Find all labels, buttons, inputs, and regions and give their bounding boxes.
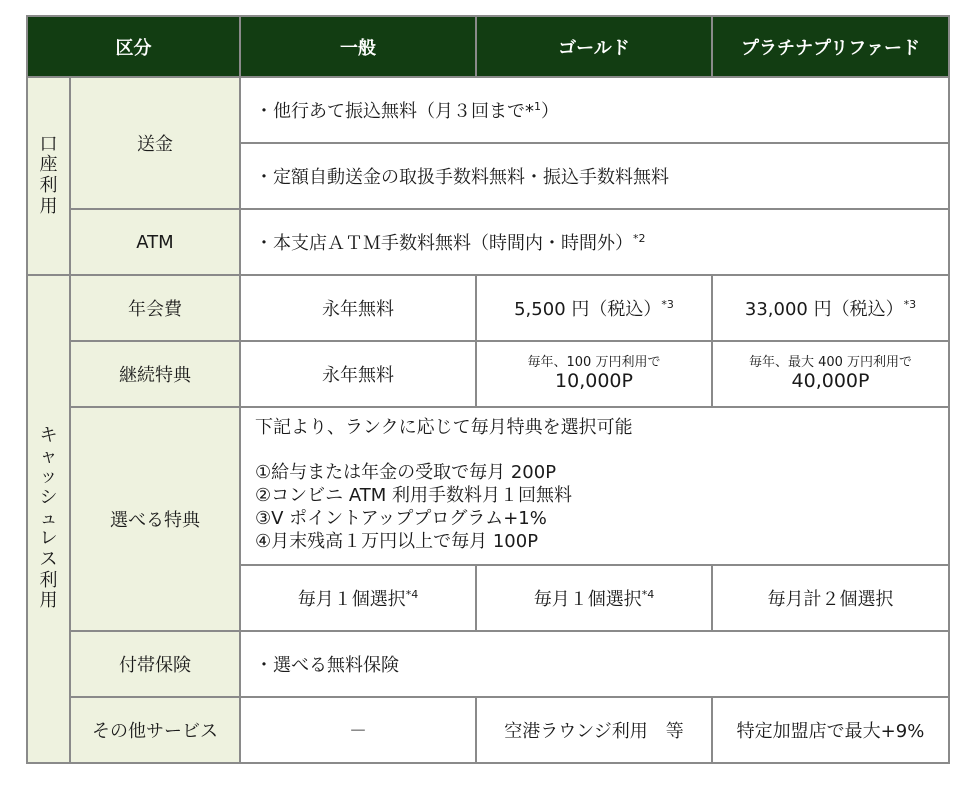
select-benefit-row bbox=[27, 407, 949, 565]
category-cashless-label: キャッシュレス利用 bbox=[39, 424, 58, 612]
continue-platinum bbox=[712, 341, 949, 407]
select-count-gold-sup: *4 bbox=[641, 588, 655, 601]
select-count-platinum: 毎月計２個選択 bbox=[712, 565, 949, 631]
category-cashless bbox=[27, 275, 70, 763]
annual-fee-general bbox=[240, 275, 476, 341]
remit-transfer-close: ） bbox=[541, 101, 559, 122]
select-count-gold-text: 毎月１個選択 bbox=[533, 589, 642, 610]
select-benefit-intro: 下記より、ランクに応じて毎月特典を選択可能 bbox=[255, 417, 633, 438]
header-row bbox=[27, 16, 949, 77]
annual-fee-gold bbox=[476, 275, 712, 341]
annual-fee-row bbox=[27, 275, 949, 341]
continue-label: 継続特典 bbox=[70, 341, 240, 407]
remit-label: 送金 bbox=[70, 77, 240, 209]
continue-general: 永年無料 bbox=[240, 341, 476, 407]
remit-auto-transfer: ・定額自動送金の取扱手数料無料・振込手数料無料 bbox=[240, 143, 949, 209]
remit-row-1 bbox=[27, 77, 949, 143]
atm-sup: *2 bbox=[633, 232, 646, 245]
annual-fee-gold-sup: *3 bbox=[661, 298, 674, 311]
select-count-general bbox=[240, 565, 476, 631]
continue-gold-note: 毎年、100 万円利用で bbox=[527, 354, 661, 370]
remit-transfer-free bbox=[240, 77, 949, 143]
select-benefit-item-4: ④月末残高１万円以上で毎月 100P bbox=[255, 531, 539, 553]
other-service-row bbox=[27, 697, 949, 763]
insurance-label: 付帯保険 bbox=[70, 631, 240, 697]
select-count-gold bbox=[476, 565, 712, 631]
atm-text: ・本支店ＡＴＭ手数料無料（時間内・時間外） bbox=[255, 233, 633, 254]
annual-fee-platinum-sup: *3 bbox=[903, 298, 917, 311]
continue-gold-value: 10,000P bbox=[555, 370, 633, 393]
select-benefit-item-1: ①給与または年金の受取で毎月 200P bbox=[255, 462, 557, 484]
annual-fee-platinum-text: 33,000 円（税込） bbox=[744, 299, 904, 320]
benefits-comparison-table bbox=[26, 15, 950, 764]
select-count-general-sup: *4 bbox=[405, 588, 419, 601]
other-service-label: その他サービス bbox=[70, 697, 240, 763]
atm-row bbox=[27, 209, 949, 275]
select-benefit-list bbox=[240, 407, 949, 565]
continue-row bbox=[27, 341, 949, 407]
remit-transfer-text: ・他行あて振込無料（月３回まで* bbox=[255, 101, 534, 122]
continue-gold bbox=[476, 341, 712, 407]
atm-label: ATM bbox=[70, 209, 240, 275]
atm-fee-free bbox=[240, 209, 949, 275]
annual-fee-label: 年会費 bbox=[70, 275, 240, 341]
select-benefit-item-2: ②コンビニ ATM 利用手数料月１回無料 bbox=[255, 485, 573, 507]
insurance-row bbox=[27, 631, 949, 697]
remit-transfer-sup: 1 bbox=[534, 100, 541, 113]
category-account bbox=[27, 77, 70, 275]
continue-platinum-value: 40,000P bbox=[791, 370, 870, 393]
other-service-general: － bbox=[240, 697, 476, 763]
select-benefit-item-3: ③V ポイントアッププログラム+1% bbox=[255, 508, 547, 530]
select-benefit-label: 選べる特典 bbox=[70, 407, 240, 631]
other-service-gold: 空港ラウンジ利用 等 bbox=[476, 697, 712, 763]
annual-fee-gold-text: 5,500 円（税込） bbox=[514, 299, 662, 320]
continue-platinum-note: 毎年、最大 400 万円利用で bbox=[748, 354, 913, 370]
header-platinum: プラチナプリファード bbox=[712, 16, 949, 77]
annual-fee-general-text: 永年無料 bbox=[322, 299, 394, 320]
other-service-platinum: 特定加盟店で最大+9% bbox=[712, 697, 949, 763]
header-general: 一般 bbox=[240, 16, 476, 77]
category-account-label: 口座利用 bbox=[39, 133, 58, 217]
annual-fee-platinum bbox=[712, 275, 949, 341]
header-gold: ゴールド bbox=[476, 16, 712, 77]
insurance-text: ・選べる無料保険 bbox=[240, 631, 949, 697]
header-category: 区分 bbox=[27, 16, 240, 77]
select-count-general-text: 毎月１個選択 bbox=[297, 589, 406, 610]
